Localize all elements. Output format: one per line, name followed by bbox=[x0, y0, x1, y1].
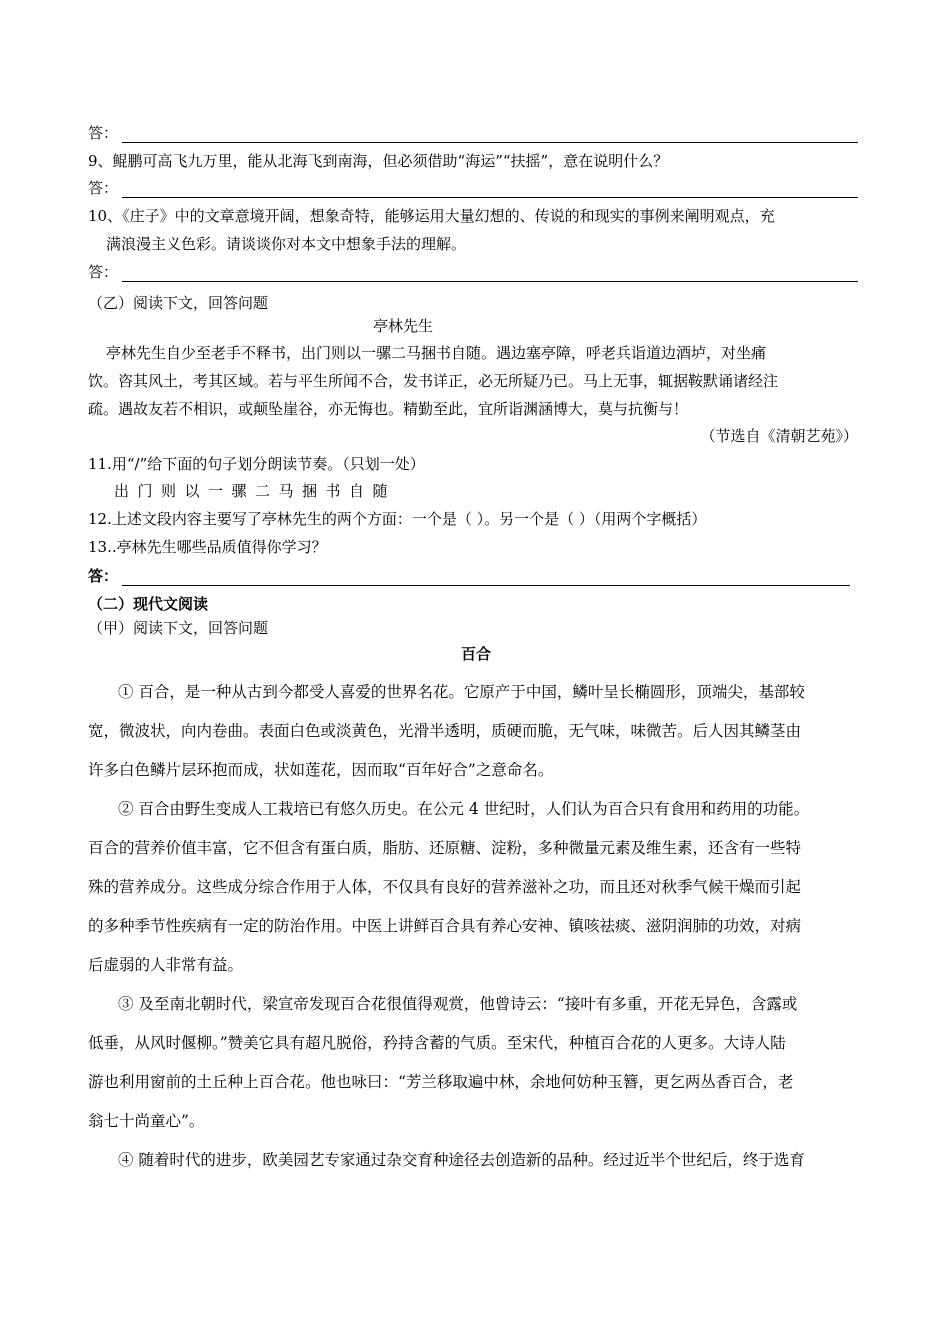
tinglin-text-line-1: 亭林先生自少至老手不释书，出门则以一骡二马捆书自随。遇边塞亭障，呼老兵诣道边酒垆，对坐痛 bbox=[106, 344, 767, 362]
answer-line-13[interactable] bbox=[88, 566, 850, 586]
paragraph-1-line-1: ① 百合，是一种从古到今都受人喜爱的世界名花。它原产于中国，鳞叶呈长椭圆形，顶端尖，基部较 bbox=[118, 683, 805, 701]
answer-label: 答： bbox=[88, 567, 119, 585]
paragraph-3-line-4: 翁七十尚童心”。 bbox=[88, 1112, 205, 1130]
answer-label: 答： bbox=[88, 124, 119, 142]
section-modern-heading: （二）现代文阅读 bbox=[88, 595, 209, 613]
paragraph-4-line-1: ④ 随着时代的进步，欧美园艺专家通过杂交育种途径去创造新的品种。经过近半个世纪后，终于选育 bbox=[118, 1151, 805, 1169]
paragraph-3-line-1: ③ 及至南北朝时代，梁宣帝发现百合花很值得观赏，他曾诗云：“接叶有多重，开花无异色，含露或 bbox=[118, 995, 798, 1013]
answer-line-9[interactable] bbox=[88, 178, 858, 198]
paragraph-1-line-3: 许多白色鳞片层环抱而成，状如莲花，因而取“百年好合”之意命名。 bbox=[88, 761, 554, 779]
answer-rule bbox=[122, 265, 858, 282]
tinglin-text-line-3: 疏。遇故友若不相识，或颠坠崖谷，亦无悔也。精勤至此，宜所诣渊涵博大，莫与抗衡与！ bbox=[88, 400, 689, 418]
answer-rule bbox=[122, 181, 858, 198]
question-11-sentence: 出门则以一骡二马捆书自随 bbox=[114, 482, 397, 500]
answer-label: 答： bbox=[88, 179, 119, 197]
answer-rule bbox=[122, 126, 858, 143]
question-13: 13..亭林先生哪些品质值得你学习？ bbox=[88, 538, 327, 556]
baihe-title: 百合 bbox=[461, 645, 492, 663]
paragraph-3-line-2: 低垂，从风时偃柳。”赞美它具有超凡脱俗，矜持含蓄的气质。至宋代，种植百合花的人更多。大诗人陆 bbox=[88, 1034, 786, 1052]
answer-label: 答： bbox=[88, 263, 119, 281]
answer-line-10[interactable] bbox=[88, 262, 858, 282]
paragraph-2-line-3: 殊的营养成分。这些成分综合作用于人体，不仅具有良好的营养滋补之功，而且还对秋季气候干燥而引起 bbox=[88, 878, 802, 896]
section-jia-heading: （甲）阅读下文，回答问题 bbox=[88, 619, 269, 637]
tinglin-text-line-2: 饮。咨其风土，考其区域。若与平生所闻不合，发书详正，必无所疑乃已。马上无事，辄据鞍默诵诸经注 bbox=[88, 372, 779, 390]
section-yi-heading: （乙）阅读下文，回答问题 bbox=[88, 294, 269, 312]
answer-line-top[interactable] bbox=[88, 123, 858, 143]
question-9: 9、鲲鹏可高飞九万里，能从北海飞到南海，但必须借助“海运”“扶摇”，意在说明什么？ bbox=[88, 152, 669, 170]
question-11: 11.用“/”给下面的句子划分朗读节奏。（只划一处） bbox=[88, 455, 425, 473]
paragraph-2-line-4: 的多种季节性疾病有一定的防治作用。中医上讲鲜百合具有养心安神、镇咳祛痰、滋阴润肺的功效，对病 bbox=[88, 917, 802, 935]
question-12: 12.上述文段内容主要写了亭林先生的两个方面：一个是（ ）。另一个是（ ）（用两个字概括） bbox=[88, 510, 707, 528]
paragraph-2-line-1: ② 百合由野生变成人工栽培已有悠久历史。在公元 4 世纪时，人们认为百合只有食用和药用的功能。 bbox=[118, 800, 810, 818]
answer-rule bbox=[122, 569, 850, 586]
tinglin-source: （节选自《清朝艺苑》） bbox=[700, 427, 858, 445]
question-10-line-1: 10、《庄子》中的文章意境开阔，想象奇特，能够运用大量幻想的、传说的和现实的事例来阐明观点，充 bbox=[88, 207, 775, 225]
question-10-line-2: 满浪漫主义色彩。请谈谈你对本文中想象手法的理解。 bbox=[106, 235, 467, 253]
paragraph-2-line-5: 后虚弱的人非常有益。 bbox=[88, 956, 244, 974]
paragraph-3-line-3: 游也利用窗前的土丘种上百合花。他也咏曰：“芳兰移取遍中林，余地何妨种玉簪，更乞两丛香百合，老 bbox=[88, 1073, 794, 1091]
tinglin-title: 亭林先生 bbox=[373, 317, 434, 335]
paragraph-1-line-2: 宽，微波状，向内卷曲。表面白色或淡黄色，光滑半透明，质硬而脆，无气味，味微苦。后人因其鳞茎由 bbox=[88, 722, 802, 740]
paragraph-2-line-2: 百合的营养价值丰富，它不但含有蛋白质，脂肪、还原糖、淀粉，多种微量元素及维生素，还含有一些特 bbox=[88, 839, 802, 857]
